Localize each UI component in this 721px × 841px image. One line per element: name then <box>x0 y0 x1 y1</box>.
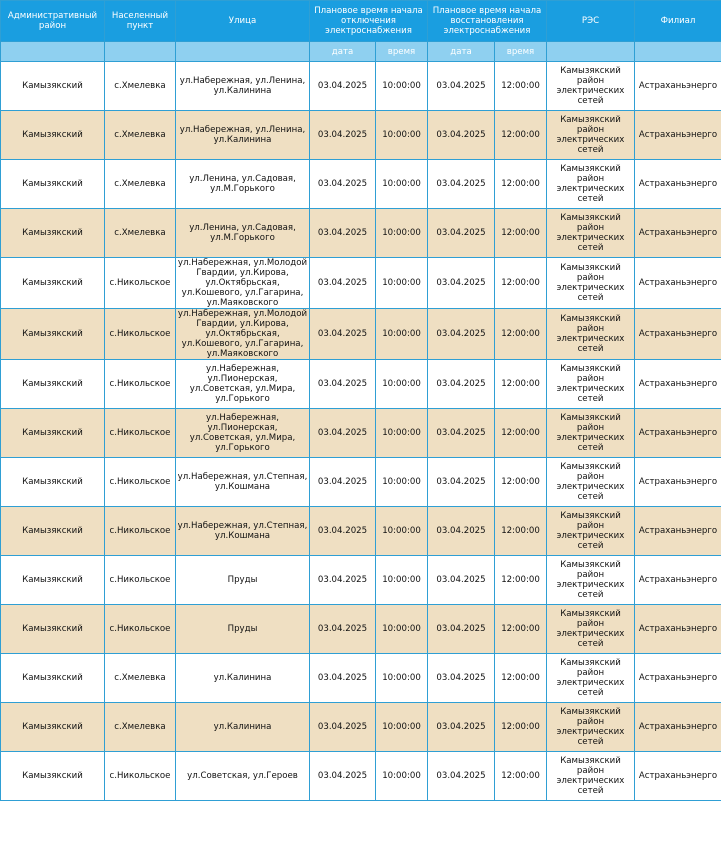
cell-branch: Астраханьэнерго <box>635 703 721 752</box>
cell-settlement: с.Никольское <box>105 258 176 309</box>
cell-on-date: 03.04.2025 <box>428 111 495 160</box>
cell-on-date: 03.04.2025 <box>428 62 495 111</box>
subheader-empty <box>105 42 176 62</box>
cell-branch: Астраханьэнерго <box>635 111 721 160</box>
cell-res: Камызякский район электрических сетей <box>547 258 635 309</box>
table-row <box>1 507 721 556</box>
cell-on-date: 03.04.2025 <box>428 752 495 801</box>
cell-res: Камызякский район электрических сетей <box>547 752 635 801</box>
cell-res: Камызякский район электрических сетей <box>547 605 635 654</box>
cell-on-date: 03.04.2025 <box>428 409 495 458</box>
cell-off-time: 10:00:00 <box>376 507 428 556</box>
cell-on-date: 03.04.2025 <box>428 654 495 703</box>
cell-street: ул.Набережная, ул.Молодой Гвардии, ул.Кирова, ул.Октябрьская, ул.Кошевого, ул.Гагарина, ул.Маяковского <box>176 258 310 309</box>
cell-settlement: с.Хмелевка <box>105 160 176 209</box>
subheader-off-date: дата <box>310 42 376 62</box>
cell-branch: Астраханьэнерго <box>635 752 721 801</box>
cell-off-date: 03.04.2025 <box>310 160 376 209</box>
cell-off-date: 03.04.2025 <box>310 62 376 111</box>
cell-res: Камызякский район электрических сетей <box>547 160 635 209</box>
table-row <box>1 458 721 507</box>
table-row <box>1 111 721 160</box>
table-row <box>1 703 721 752</box>
table-row <box>1 160 721 209</box>
table-header <box>1 1 721 62</box>
header-off-time: Плановое время начала отключения электроснабжения <box>310 1 428 42</box>
subheader-on-time: время <box>495 42 547 62</box>
cell-on-date: 03.04.2025 <box>428 209 495 258</box>
cell-branch: Астраханьэнерго <box>635 209 721 258</box>
cell-branch: Астраханьэнерго <box>635 556 721 605</box>
cell-off-date: 03.04.2025 <box>310 752 376 801</box>
cell-off-date: 03.04.2025 <box>310 409 376 458</box>
cell-off-date: 03.04.2025 <box>310 654 376 703</box>
cell-branch: Астраханьэнерго <box>635 507 721 556</box>
cell-res: Камызякский район электрических сетей <box>547 654 635 703</box>
cell-off-date: 03.04.2025 <box>310 209 376 258</box>
cell-res: Камызякский район электрических сетей <box>547 62 635 111</box>
cell-on-time: 12:00:00 <box>495 556 547 605</box>
cell-settlement: с.Никольское <box>105 309 176 360</box>
cell-district: Камызякский <box>1 62 105 111</box>
header-row <box>1 1 721 42</box>
cell-off-time: 10:00:00 <box>376 111 428 160</box>
table-row <box>1 209 721 258</box>
header-restore-time: Плановое время начала восстановления электроснабжения <box>428 1 547 42</box>
cell-res: Камызякский район электрических сетей <box>547 507 635 556</box>
cell-on-date: 03.04.2025 <box>428 360 495 409</box>
cell-district: Камызякский <box>1 654 105 703</box>
cell-off-time: 10:00:00 <box>376 209 428 258</box>
table-row <box>1 605 721 654</box>
cell-street: ул.Калинина <box>176 703 310 752</box>
cell-settlement: с.Хмелевка <box>105 209 176 258</box>
cell-off-time: 10:00:00 <box>376 605 428 654</box>
cell-off-time: 10:00:00 <box>376 654 428 703</box>
cell-off-time: 10:00:00 <box>376 752 428 801</box>
cell-district: Камызякский <box>1 160 105 209</box>
cell-on-time: 12:00:00 <box>495 507 547 556</box>
cell-res: Камызякский район электрических сетей <box>547 409 635 458</box>
cell-street: ул.Набережная, ул.Степная, ул.Кошмана <box>176 507 310 556</box>
cell-district: Камызякский <box>1 258 105 309</box>
cell-settlement: с.Никольское <box>105 507 176 556</box>
cell-res: Камызякский район электрических сетей <box>547 360 635 409</box>
cell-on-time: 12:00:00 <box>495 209 547 258</box>
cell-on-date: 03.04.2025 <box>428 703 495 752</box>
cell-off-time: 10:00:00 <box>376 360 428 409</box>
cell-off-time: 10:00:00 <box>376 309 428 360</box>
cell-settlement: с.Никольское <box>105 556 176 605</box>
cell-district: Камызякский <box>1 605 105 654</box>
table-row <box>1 654 721 703</box>
cell-off-time: 10:00:00 <box>376 160 428 209</box>
cell-street: ул.Набережная, ул.Пионерская, ул.Советская, ул.Мира, ул.Горького <box>176 409 310 458</box>
cell-street: Пруды <box>176 556 310 605</box>
cell-off-date: 03.04.2025 <box>310 360 376 409</box>
cell-off-time: 10:00:00 <box>376 703 428 752</box>
header-branch: Филиал <box>635 1 721 42</box>
cell-district: Камызякский <box>1 752 105 801</box>
cell-street: ул.Ленина, ул.Садовая, ул.М.Горького <box>176 160 310 209</box>
cell-on-date: 03.04.2025 <box>428 309 495 360</box>
cell-off-date: 03.04.2025 <box>310 605 376 654</box>
subheader-off-time: время <box>376 42 428 62</box>
cell-res: Камызякский район электрических сетей <box>547 556 635 605</box>
cell-settlement: с.Хмелевка <box>105 111 176 160</box>
cell-branch: Астраханьэнерго <box>635 360 721 409</box>
cell-on-date: 03.04.2025 <box>428 507 495 556</box>
subheader-empty <box>635 42 721 62</box>
table-row <box>1 752 721 801</box>
cell-settlement: с.Никольское <box>105 458 176 507</box>
table-row <box>1 556 721 605</box>
cell-settlement: с.Никольское <box>105 752 176 801</box>
cell-on-time: 12:00:00 <box>495 309 547 360</box>
cell-district: Камызякский <box>1 507 105 556</box>
cell-on-time: 12:00:00 <box>495 703 547 752</box>
cell-street: ул.Набережная, ул.Пионерская, ул.Советская, ул.Мира, ул.Горького <box>176 360 310 409</box>
cell-on-date: 03.04.2025 <box>428 556 495 605</box>
cell-district: Камызякский <box>1 409 105 458</box>
cell-on-time: 12:00:00 <box>495 62 547 111</box>
cell-street: ул.Набережная, ул.Ленина, ул.Калинина <box>176 111 310 160</box>
cell-branch: Астраханьэнерго <box>635 458 721 507</box>
table-row <box>1 258 721 309</box>
cell-branch: Астраханьэнерго <box>635 160 721 209</box>
cell-settlement: с.Хмелевка <box>105 654 176 703</box>
header-district: Административный район <box>1 1 105 42</box>
cell-on-time: 12:00:00 <box>495 258 547 309</box>
cell-res: Камызякский район электрических сетей <box>547 111 635 160</box>
cell-branch: Астраханьэнерго <box>635 258 721 309</box>
cell-off-time: 10:00:00 <box>376 258 428 309</box>
cell-branch: Астраханьэнерго <box>635 62 721 111</box>
cell-district: Камызякский <box>1 703 105 752</box>
cell-settlement: с.Никольское <box>105 360 176 409</box>
table-row <box>1 309 721 360</box>
cell-off-time: 10:00:00 <box>376 458 428 507</box>
cell-street: ул.Набережная, ул.Ленина, ул.Калинина <box>176 62 310 111</box>
cell-res: Камызякский район электрических сетей <box>547 209 635 258</box>
cell-off-date: 03.04.2025 <box>310 556 376 605</box>
header-res: РЭС <box>547 1 635 42</box>
subheader-empty <box>1 42 105 62</box>
cell-on-time: 12:00:00 <box>495 654 547 703</box>
header-street: Улица <box>176 1 310 42</box>
cell-on-time: 12:00:00 <box>495 409 547 458</box>
cell-settlement: с.Хмелевка <box>105 62 176 111</box>
cell-on-date: 03.04.2025 <box>428 605 495 654</box>
cell-on-time: 12:00:00 <box>495 752 547 801</box>
cell-street: ул.Набережная, ул.Молодой Гвардии, ул.Кирова, ул.Октябрьская, ул.Кошевого, ул.Гагарина, ул.Маяковского <box>176 309 310 360</box>
cell-on-time: 12:00:00 <box>495 160 547 209</box>
subheader-on-date: дата <box>428 42 495 62</box>
cell-settlement: с.Никольское <box>105 605 176 654</box>
table-row <box>1 360 721 409</box>
cell-branch: Астраханьэнерго <box>635 654 721 703</box>
cell-on-date: 03.04.2025 <box>428 160 495 209</box>
cell-on-date: 03.04.2025 <box>428 458 495 507</box>
cell-off-time: 10:00:00 <box>376 62 428 111</box>
cell-settlement: с.Хмелевка <box>105 703 176 752</box>
cell-district: Камызякский <box>1 360 105 409</box>
cell-off-date: 03.04.2025 <box>310 703 376 752</box>
cell-on-time: 12:00:00 <box>495 605 547 654</box>
cell-res: Камызякский район электрических сетей <box>547 458 635 507</box>
cell-street: ул.Калинина <box>176 654 310 703</box>
cell-district: Камызякский <box>1 309 105 360</box>
subheader-empty <box>176 42 310 62</box>
cell-street: ул.Набережная, ул.Степная, ул.Кошмана <box>176 458 310 507</box>
cell-street: ул.Ленина, ул.Садовая, ул.М.Горького <box>176 209 310 258</box>
cell-res: Камызякский район электрических сетей <box>547 703 635 752</box>
cell-off-time: 10:00:00 <box>376 409 428 458</box>
cell-street: Пруды <box>176 605 310 654</box>
cell-branch: Астраханьэнерго <box>635 309 721 360</box>
table-row <box>1 62 721 111</box>
header-settlement: Населенный пункт <box>105 1 176 42</box>
cell-off-date: 03.04.2025 <box>310 258 376 309</box>
cell-settlement: с.Никольское <box>105 409 176 458</box>
cell-district: Камызякский <box>1 209 105 258</box>
cell-on-time: 12:00:00 <box>495 360 547 409</box>
table-row <box>1 409 721 458</box>
cell-district: Камызякский <box>1 111 105 160</box>
cell-off-date: 03.04.2025 <box>310 507 376 556</box>
cell-off-date: 03.04.2025 <box>310 458 376 507</box>
cell-on-date: 03.04.2025 <box>428 258 495 309</box>
cell-off-time: 10:00:00 <box>376 556 428 605</box>
cell-district: Камызякский <box>1 556 105 605</box>
cell-off-date: 03.04.2025 <box>310 309 376 360</box>
cell-branch: Астраханьэнерго <box>635 409 721 458</box>
cell-on-time: 12:00:00 <box>495 111 547 160</box>
subheader-row <box>1 42 721 62</box>
cell-branch: Астраханьэнерго <box>635 605 721 654</box>
table-body <box>1 62 721 801</box>
cell-on-time: 12:00:00 <box>495 458 547 507</box>
cell-res: Камызякский район электрических сетей <box>547 309 635 360</box>
subheader-empty <box>547 42 635 62</box>
cell-district: Камызякский <box>1 458 105 507</box>
cell-street: ул.Советская, ул.Героев <box>176 752 310 801</box>
cell-off-date: 03.04.2025 <box>310 111 376 160</box>
